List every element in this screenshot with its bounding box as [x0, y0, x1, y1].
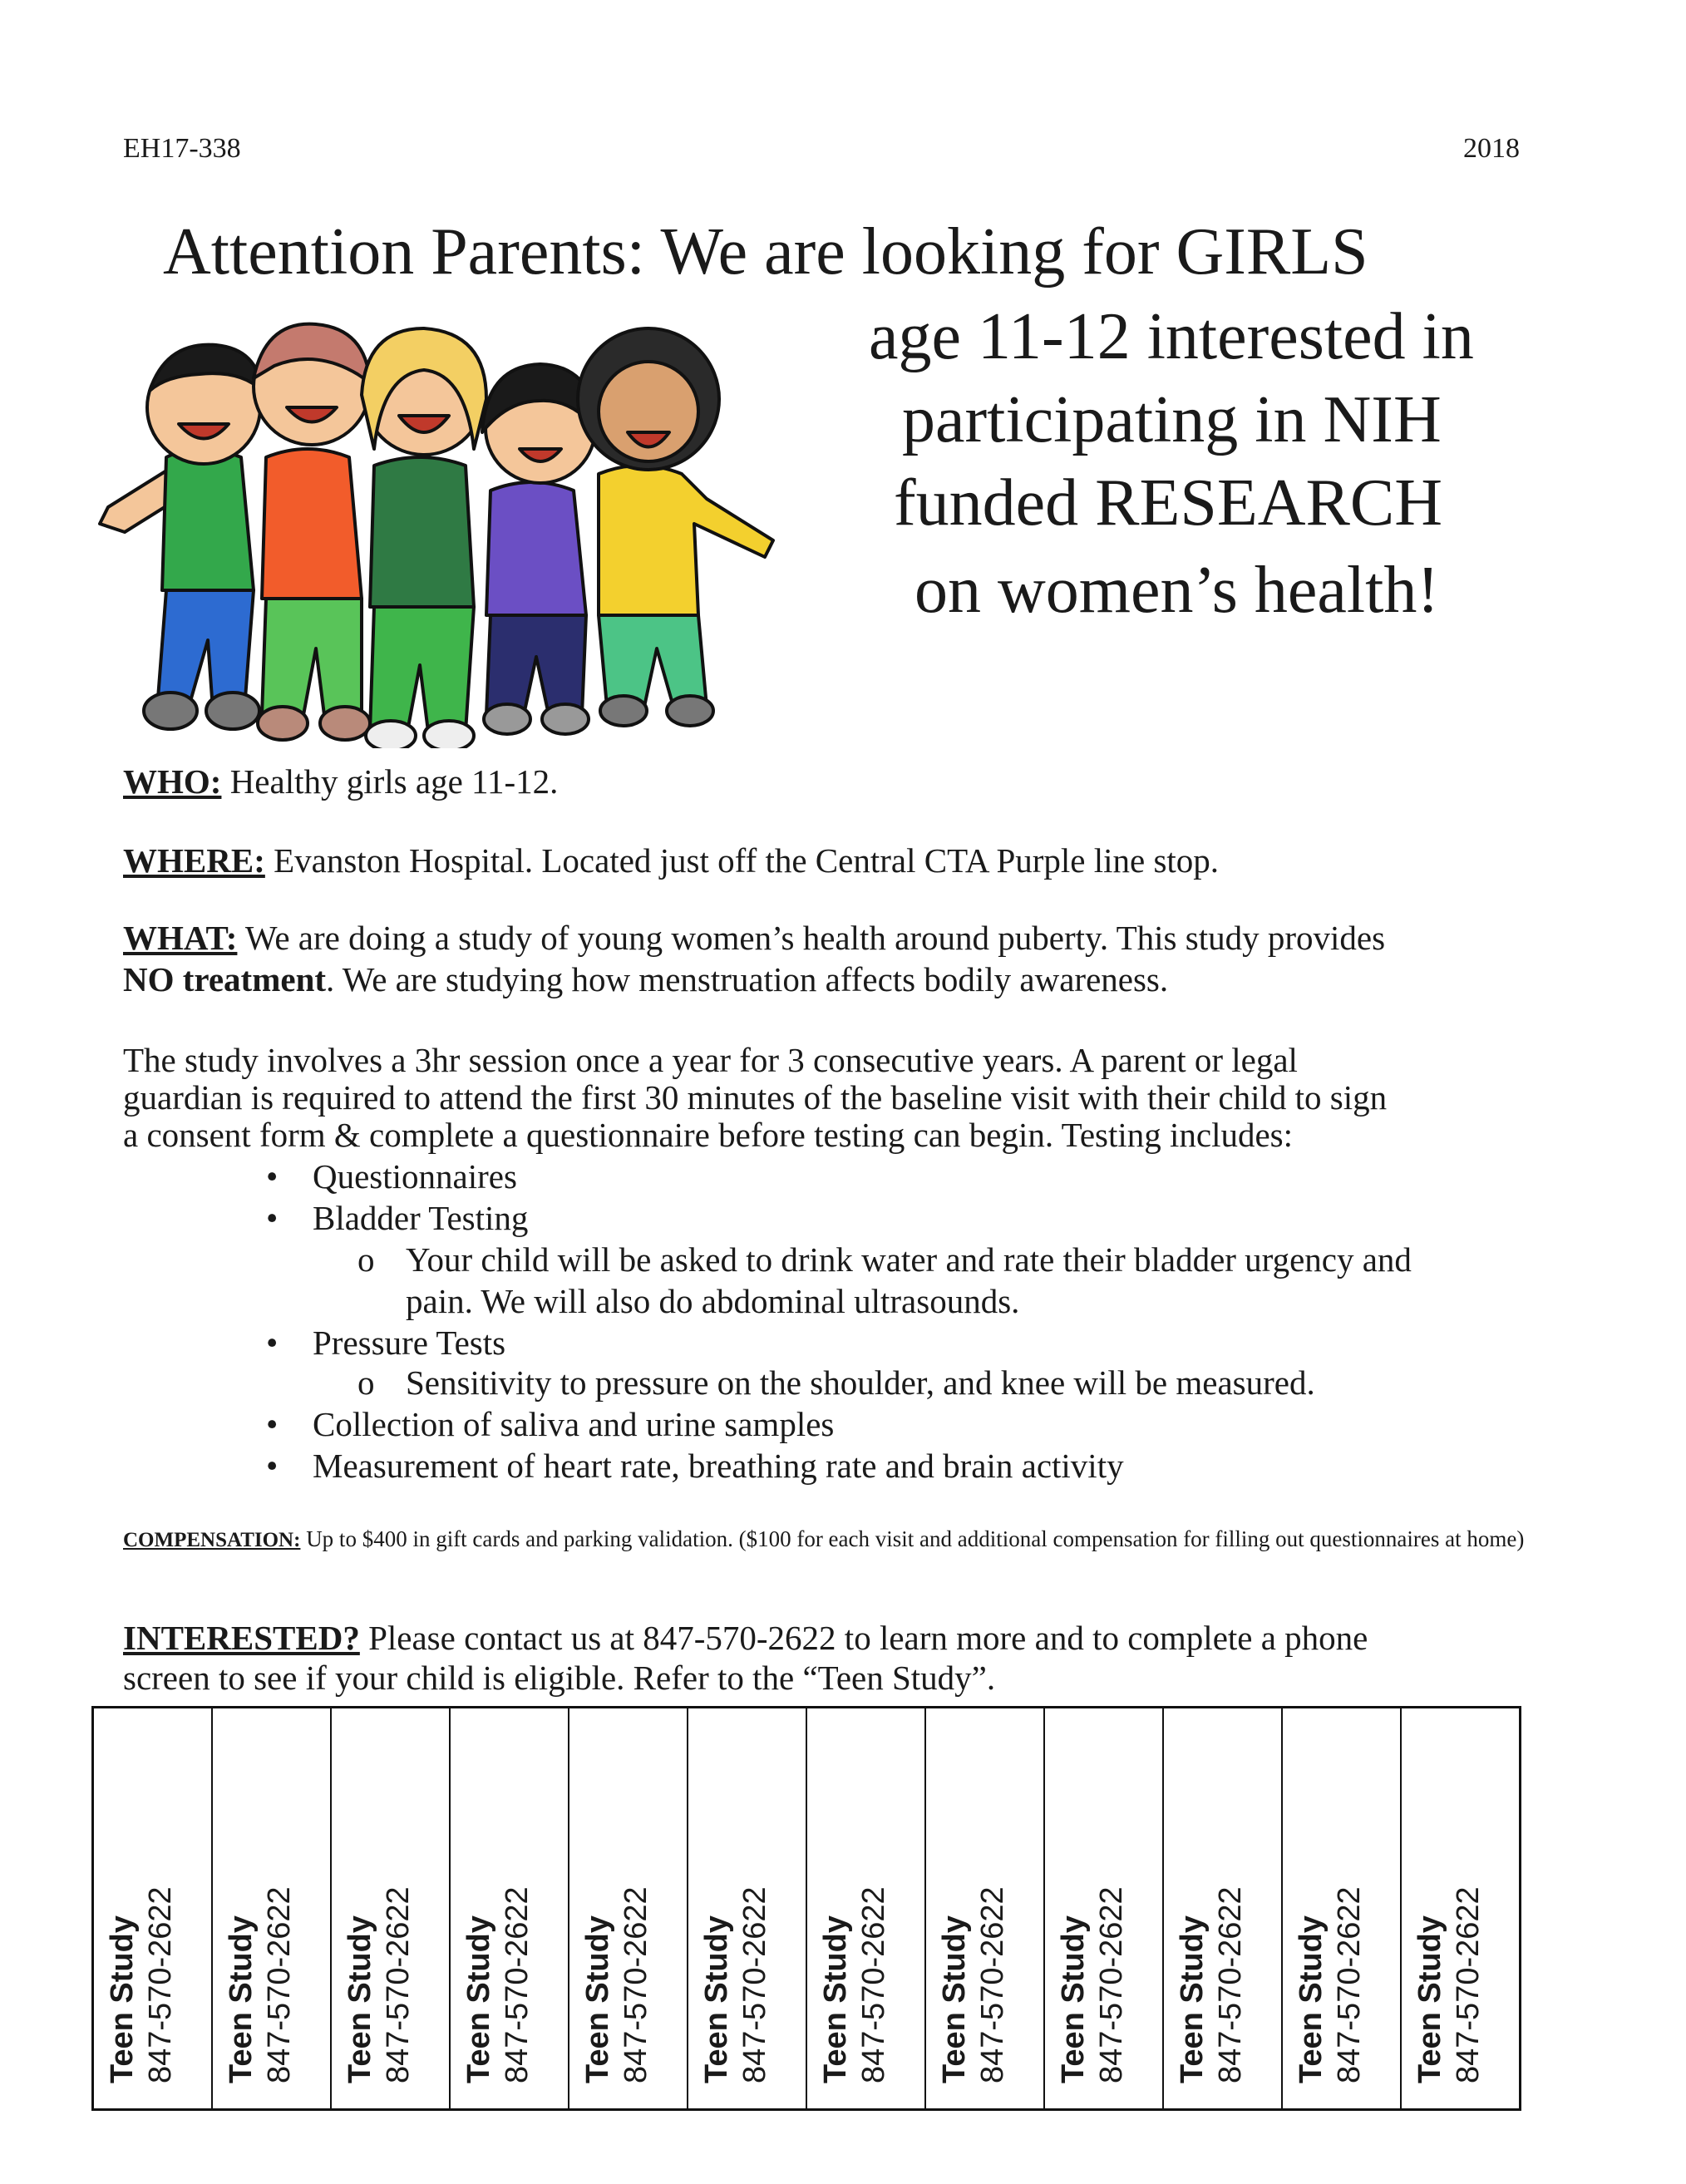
tab-phone: 847-570-2622	[618, 1886, 653, 2083]
headline-line-3: participating in NIH	[902, 383, 1442, 456]
list-item-text: Collection of saliva and urine samples	[313, 1405, 835, 1443]
study-line-2: guardian is required to attend the first 30 minutes of the baseline visit with their child to sign	[123, 1078, 1388, 1117]
bullet-icon: •	[266, 1199, 279, 1237]
study-line-1: The study involves a 3hr session once a year for 3 consecutive years. A parent or legal	[123, 1041, 1298, 1079]
compensation-label: COMPENSATION:	[123, 1529, 301, 1551]
tear-off-tabs	[91, 1706, 1521, 2111]
list-item-text: Pressure Tests	[313, 1324, 506, 1362]
sub-bullet-icon: o	[357, 1240, 375, 1279]
what-text-2: . We are studying how menstruation affects bodily awareness.	[326, 960, 1169, 998]
bullet-icon: •	[266, 1157, 279, 1196]
tab-title: Teen Study	[1293, 1915, 1329, 2083]
tear-off-tab[interactable]	[569, 1708, 688, 2108]
list-item-text: Bladder Testing	[313, 1199, 529, 1237]
headline-line-5: on women’s health!	[914, 554, 1439, 627]
tab-phone: 847-570-2622	[855, 1886, 891, 2083]
sub-list-item-cont: pain. We will also do abdominal ultrasounds.	[406, 1282, 1020, 1320]
tab-title: Teen Study	[817, 1915, 853, 2083]
what-line-2	[123, 959, 1168, 1000]
what-bold: NO treatment	[123, 960, 327, 998]
who-text: Healthy girls age 11-12.	[221, 762, 559, 801]
tab-phone: 847-570-2622	[499, 1886, 535, 2083]
tab-title: Teen Study	[342, 1915, 377, 2083]
interested-text-1: Please contact us at 847-570-2622 to learn more and to complete a phone	[359, 1619, 1368, 1657]
what-label: WHAT:	[123, 919, 238, 957]
compensation-note	[123, 1526, 1528, 1554]
headline-line-2: age 11-12 interested in	[869, 300, 1474, 373]
tab-phone: 847-570-2622	[1093, 1886, 1129, 2083]
interested-line-1	[123, 1617, 1368, 1659]
study-line-3: a consent form & complete a questionnaire before testing can begin. Testing includes:	[123, 1116, 1294, 1154]
tab-phone: 847-570-2622	[737, 1886, 772, 2083]
headline-line-1: Attention Parents: We are looking for GIRLS	[163, 215, 1368, 288]
bullet-icon: •	[266, 1447, 279, 1485]
headline-line-4: funded RESEARCH	[894, 466, 1442, 540]
tear-off-tab[interactable]	[451, 1708, 569, 2108]
bullet-icon: •	[266, 1405, 279, 1443]
tab-title: Teen Study	[579, 1915, 615, 2083]
interested-label: INTERESTED?	[123, 1619, 360, 1657]
tab-title: Teen Study	[1174, 1915, 1210, 2083]
tab-phone: 847-570-2622	[974, 1886, 1010, 2083]
tab-phone: 847-570-2622	[380, 1886, 416, 2083]
tear-off-tab[interactable]	[1283, 1708, 1402, 2108]
list-item-text: Measurement of heart rate, breathing rate and brain activity	[313, 1447, 1124, 1485]
where-text: Evanston Hospital. Located just off the Central CTA Purple line stop.	[264, 841, 1220, 880]
five-cartoon-children-icon	[75, 299, 823, 748]
tear-off-tab[interactable]	[332, 1708, 451, 2108]
tab-title: Teen Study	[698, 1915, 734, 2083]
tab-title: Teen Study	[1055, 1915, 1091, 2083]
tear-off-tab[interactable]	[94, 1708, 213, 2108]
tear-off-tab[interactable]	[926, 1708, 1045, 2108]
flyer-year: 2018	[1463, 133, 1520, 164]
bullet-icon: •	[266, 1324, 279, 1362]
where-line	[123, 840, 1219, 881]
tear-off-tab[interactable]	[1402, 1708, 1519, 2108]
flyer-code: EH17-338	[123, 133, 241, 164]
who-label: WHO:	[123, 762, 222, 801]
tab-phone: 847-570-2622	[261, 1886, 297, 2083]
tear-off-tab[interactable]	[1164, 1708, 1283, 2108]
tab-phone: 847-570-2622	[1212, 1886, 1248, 2083]
sub-list-item-text: Sensitivity to pressure on the shoulder, and knee will be measured.	[406, 1363, 1315, 1402]
where-label: WHERE:	[123, 841, 265, 880]
tab-title: Teen Study	[223, 1915, 259, 2083]
compensation-text: Up to $400 in gift cards and parking validation. ($100 for each visit and additional compensation for filling out questionnaires at home)	[300, 1526, 1525, 1551]
tear-off-tab[interactable]	[688, 1708, 807, 2108]
who-line	[123, 761, 558, 802]
tab-title: Teen Study	[936, 1915, 972, 2083]
tab-phone: 847-570-2622	[1450, 1886, 1486, 2083]
tab-title: Teen Study	[104, 1915, 140, 2083]
tab-phone: 847-570-2622	[142, 1886, 178, 2083]
tab-title: Teen Study	[461, 1915, 496, 2083]
what-text-1: We are doing a study of young women’s health around puberty. This study provides	[237, 919, 1386, 957]
what-line-1	[123, 917, 1385, 959]
tab-title: Teen Study	[1412, 1915, 1447, 2083]
sub-list-item-text: Your child will be asked to drink water and rate their bladder urgency and	[406, 1240, 1412, 1279]
list-item-text: Questionnaires	[313, 1157, 517, 1196]
tear-off-tab[interactable]	[1045, 1708, 1164, 2108]
sub-bullet-icon: o	[357, 1363, 375, 1402]
tab-phone: 847-570-2622	[1331, 1886, 1367, 2083]
tear-off-tab[interactable]	[807, 1708, 926, 2108]
interested-line-2: screen to see if your child is eligible. Refer to the “Teen Study”.	[123, 1659, 996, 1697]
tear-off-tab[interactable]	[213, 1708, 332, 2108]
